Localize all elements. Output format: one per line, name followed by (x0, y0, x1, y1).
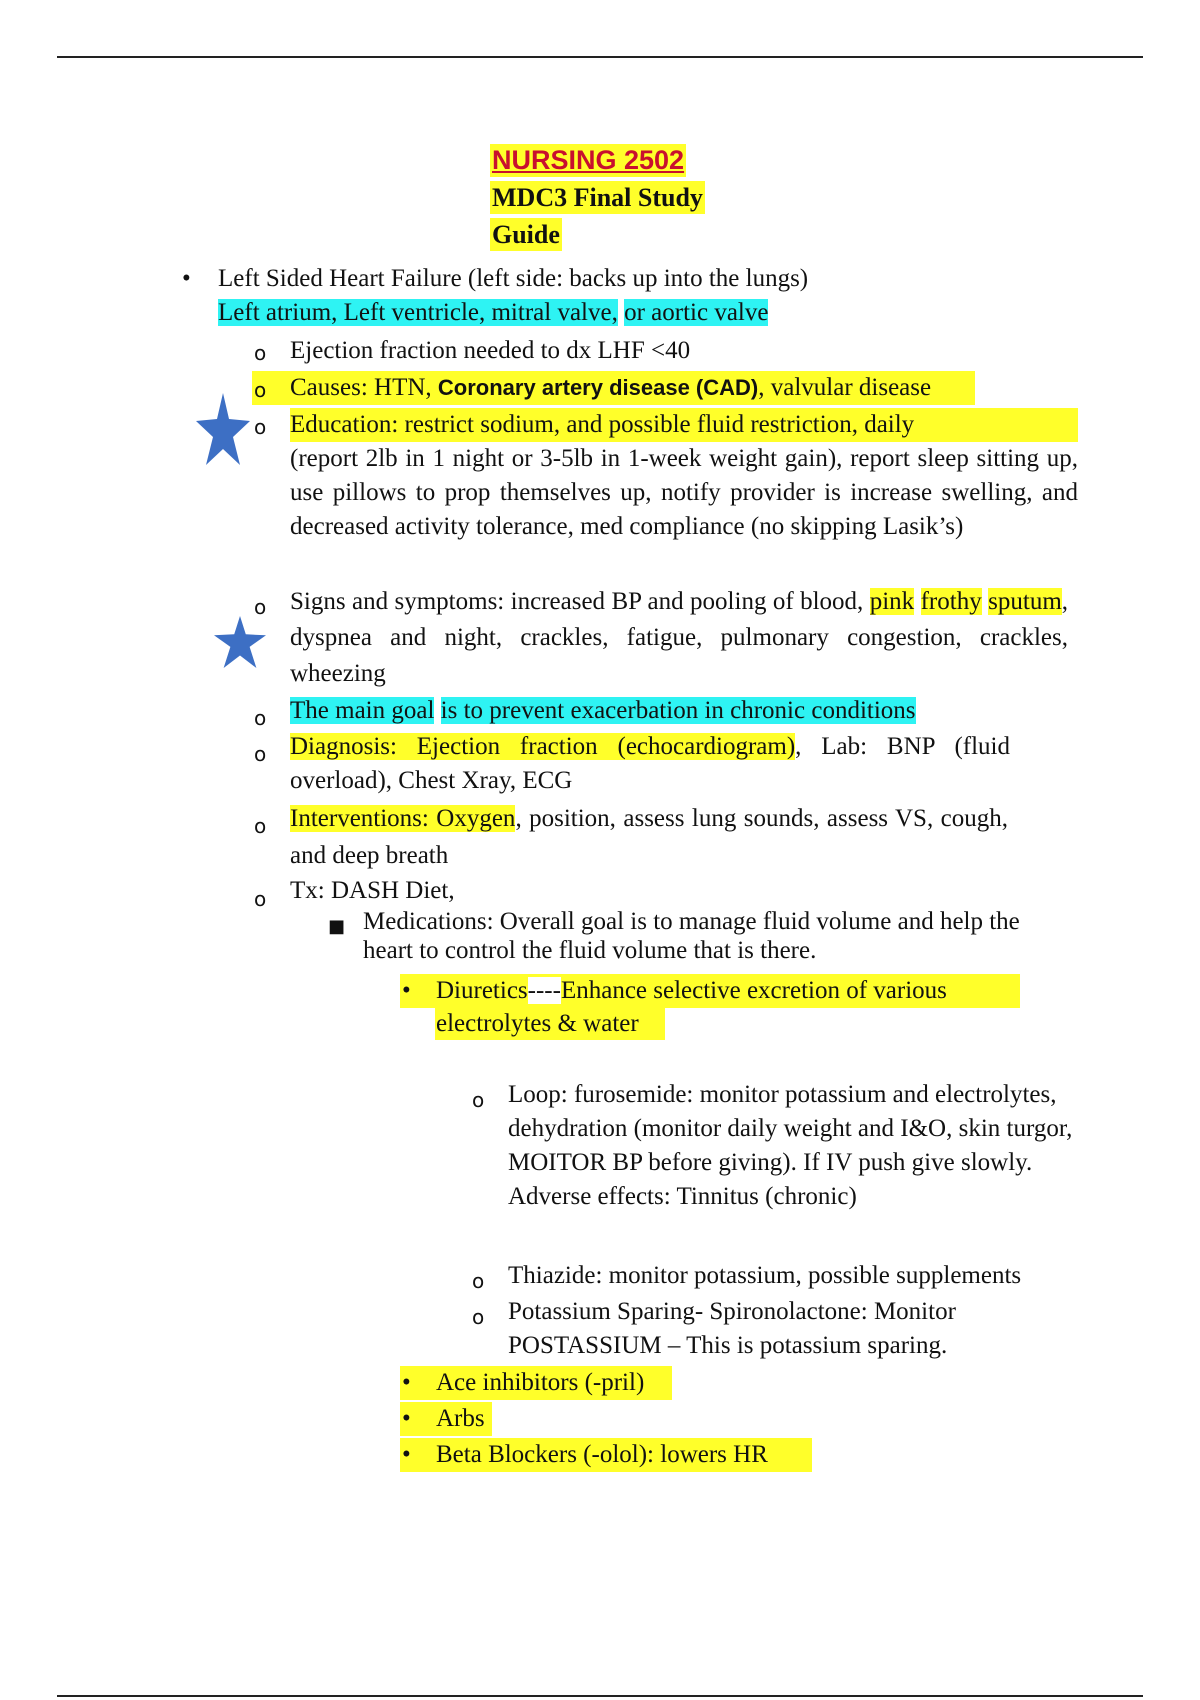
subtitle-line-2: Guide (492, 220, 560, 249)
diuretics-desc: Enhance selective excretion of various (560, 977, 947, 1004)
lhf-heading-text: Left Sided Heart Failure (left side: backs up into the lungs) (218, 265, 809, 292)
bullet-marker: • (402, 1405, 411, 1432)
circle-marker: o (254, 341, 267, 365)
causes-item (290, 371, 1070, 405)
lhf-heading (218, 262, 1118, 330)
bullet-marker: • (182, 265, 191, 292)
diagnosis-part-a: Diagnosis: Ejection fraction (echocardiogram) (290, 733, 796, 760)
circle-marker: o (254, 415, 267, 439)
star-icon (196, 393, 250, 465)
star-icon (214, 616, 266, 668)
circle-marker: o (254, 595, 267, 619)
causes-part-c: , valvular disease (758, 374, 932, 401)
beta-blockers-item: Beta Blockers (-olol): lowers HR (436, 1441, 768, 1468)
circle-marker: o (254, 378, 267, 402)
signs-pink: pink (869, 588, 915, 615)
loop-item: Loop: furosemide: monitor potassium and electrolytes, dehydration (monitor daily weight and I&O, skin turgor, MOITOR BP before giving). If IV push give slowly. Adverse effects: Tinnitus (chronic) (508, 1081, 1073, 1210)
interventions-part-b: , position, assess lung sounds, assess VS, cough, and deep breath (290, 805, 1008, 869)
structures-part-a: Left atrium, Left ventricle, mitral valve, (218, 299, 618, 326)
bullet-marker: • (402, 1441, 411, 1468)
diagnosis-part-b: , Lab: BNP (fluid overload), Chest Xray, ECG (290, 733, 1010, 794)
arbs-item: Arbs (436, 1405, 485, 1432)
education-line-1: Education: restrict sodium, and possible fluid restriction, daily (290, 411, 915, 438)
circle-marker: o (254, 814, 267, 838)
ace-item: Ace inhibitors (-pril) (436, 1369, 645, 1396)
diuretics-dash: ---- (527, 977, 561, 1004)
diuretics-desc-2: electrolytes & water (436, 1010, 639, 1037)
square-marker: ■ (328, 916, 346, 937)
bullet-marker: • (402, 1369, 411, 1396)
signs-frothy: frothy (920, 588, 982, 615)
course-title: NURSING 2502 (492, 145, 685, 175)
interventions-item (290, 800, 1008, 874)
circle-marker: o (472, 1305, 485, 1329)
bullet-marker: • (402, 977, 411, 1004)
goal-part-a: The main goal (290, 697, 435, 724)
circle-marker: o (472, 1269, 485, 1293)
tx-item: Tx: DASH Diet, (290, 877, 455, 904)
education-item (290, 408, 1078, 544)
subtitle-line-1: MDC3 Final Study (492, 183, 703, 212)
signs-sputum: sputum (988, 588, 1062, 615)
structures-part-b: or aortic valve (624, 299, 769, 326)
top-rule (57, 56, 1143, 58)
ef-item: Ejection fraction needed to dx LHF <40 (290, 337, 691, 364)
circle-marker: o (254, 706, 267, 730)
circle-marker: o (472, 1088, 485, 1112)
bottom-rule (57, 1695, 1143, 1697)
medications-item: Medications: Overall goal is to manage fluid volume and help the heart to control the fluid volume that is there. (363, 908, 1020, 964)
goal-item (290, 694, 1070, 728)
diuretics-label: Diuretics (436, 977, 528, 1004)
title-block (490, 144, 705, 255)
causes-part-a: Causes: HTN, (290, 374, 438, 401)
signs-part-a: Signs and symptoms: increased BP and pooling of blood, (290, 588, 870, 615)
thiazide-item: Thiazide: monitor potassium, possible supplements (508, 1262, 1022, 1289)
goal-part-b: is to prevent exacerbation in chronic conditions (440, 697, 916, 724)
interventions-part-a: Interventions: Oxygen (290, 805, 516, 832)
lhf-structures (218, 296, 1118, 330)
circle-marker: o (254, 742, 267, 766)
diagnosis-item (290, 730, 1010, 798)
signs-item (290, 584, 1068, 692)
circle-marker: o (254, 887, 267, 911)
causes-cad: Coronary artery disease (CAD) (437, 375, 759, 400)
diuretics-item (436, 974, 1036, 1040)
signs-part-b: , dyspnea and night, crackles, fatigue, pulmonary congestion, crackles, wheezing (290, 588, 1069, 687)
education-rest: (report 2lb in 1 night or 3-5lb in 1-week weight gain), report sleep sitting up, use pillows to prop themselves up, notify provider is increase swelling, and decreased activity tolerance, med compliance (no skipping Lasik’s) (290, 445, 1078, 540)
spironolactone-item: Potassium Sparing- Spironolactone: Monitor POSTASSIUM – This is potassium sparing. (508, 1298, 956, 1359)
